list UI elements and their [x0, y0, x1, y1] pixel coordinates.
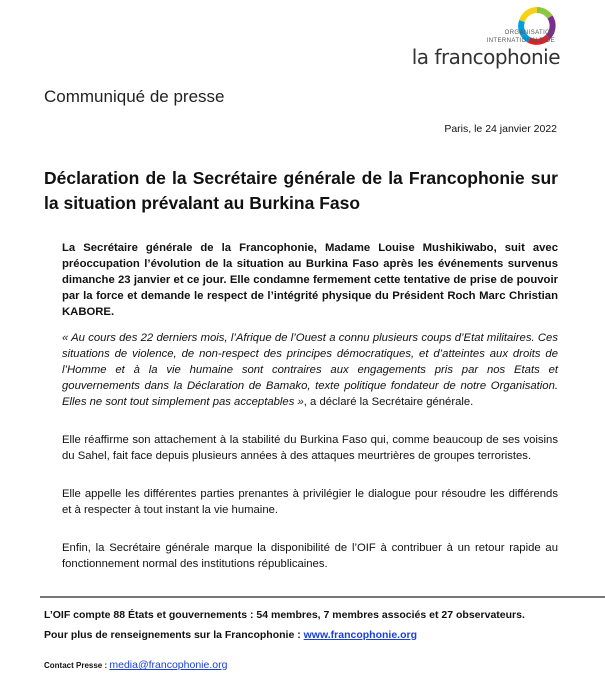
document-body [0, 86, 605, 683]
dateline: Paris, le 24 janvier 2022 [444, 123, 557, 135]
lead-paragraph: La Secrétaire générale de la Francophonie, Madame Louise Mushikiwabo, suit avec préoccupation l’évolution de la situation au Burkina Faso après les événements survenus dimanche 23 janvier et ce jour. Elle condamne fermement cette tentative de prise de pouvoir par la force et demande le respect de l’intégrité physique du Président Roch Marc Christian KABORE. [62, 242, 558, 318]
footer-members: L’OIF compte 88 États et gouvernements : 54 membres, 7 membres associés et 27 observateurs. [44, 609, 525, 621]
footer-contact [44, 658, 605, 683]
quote-text: « Au cours des 22 derniers mois, l’Afrique de l’Ouest a connu plusieurs coups d’Etat militaires. Ces situations de violence, de non-respect des principes démocratiques, et d’atteintes aux droits de l’Homme et à la vie humaine sont contraires aux engagements pris par nos Etats et gouvernements dans la Déclaration de Bamako, texte politique fondateur de notre Organisation. Elles ne sont tout simplement pas acceptables » [62, 332, 558, 408]
logo-text-francophonie: la francophonie [411, 45, 560, 69]
body-paragraph: Elle appelle les différentes parties prenantes à privilégier le dialogue pour résoudre les différends et à respecter à tout instant la vie humaine. [62, 488, 558, 516]
body-paragraph: Elle réaffirme son attachement à la stabilité du Burkina Faso qui, comme beaucoup de ses voisins du Sahel, fait face depuis plusieurs années à des attaques meurtrières de groupes terroristes. [62, 434, 558, 462]
footer-divider [40, 596, 605, 598]
logo-text-internationale: INTERNATIONALE DE [486, 38, 555, 44]
body-paragraph: Enfin, la Secrétaire générale marque la disponibilité de l’OIF à contribuer à un retour rapide au fonctionnement normal des institutions républicaines. [62, 542, 558, 570]
website-link[interactable]: www.francophonie.org [303, 629, 418, 641]
quote-attribution: , a déclaré la Secrétaire générale. [303, 396, 474, 408]
footer-info-label: Pour plus de renseignements sur la Francophonie : [44, 629, 304, 641]
footer-info [44, 628, 605, 642]
contact-email-link[interactable]: media@francophonie.org [109, 659, 228, 671]
logo-text-organisation: ORGANISATION [504, 30, 555, 36]
document-kicker: Communiqué de presse [44, 87, 225, 106]
quote-paragraph [62, 330, 558, 410]
page-title: Déclaration de la Secrétaire générale de la Francophonie sur la situation prévalant au Burkina Faso [44, 168, 558, 213]
contact-label: Contact Presse : [44, 661, 110, 670]
